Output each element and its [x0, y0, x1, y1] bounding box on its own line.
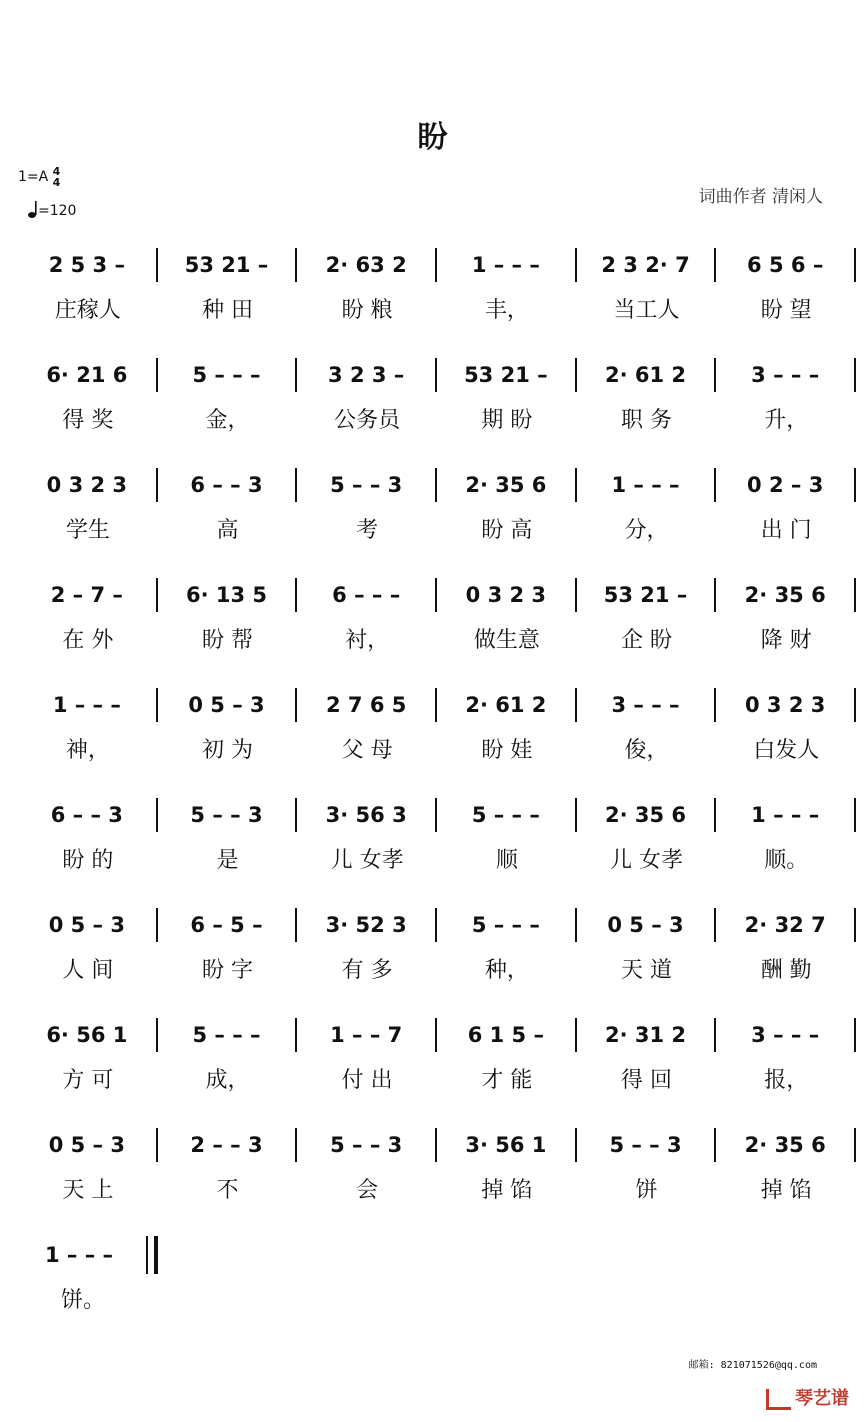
tempo-marking — [28, 200, 76, 219]
lyrics-row — [18, 733, 856, 773]
measure: 0 3 2 3 — [465, 583, 547, 607]
lyric-text: 父 母 — [341, 738, 393, 763]
barline — [854, 578, 856, 612]
measure: 2· 35 6 — [744, 1133, 826, 1157]
lyric-text: 儿 女孝 — [330, 848, 404, 873]
measure: 5 – – – — [192, 1023, 261, 1047]
logo-mark-icon — [766, 1389, 791, 1410]
lyric-text: 成， — [205, 1068, 250, 1093]
measure: 2· 31 2 — [605, 1023, 687, 1047]
lyric-text: 盼 字 — [202, 958, 253, 983]
notes-row — [18, 685, 856, 725]
measure: 2· 35 6 — [465, 473, 547, 497]
measure: 0 3 2 3 — [745, 693, 826, 717]
measure: 0 5 – 3 — [48, 913, 125, 937]
measure: 3 – – – — [611, 693, 680, 717]
measure: 5 – – – — [192, 363, 261, 387]
lyric-text: 盼 的 — [62, 848, 114, 873]
lyric-text: 才 能 — [481, 1068, 533, 1093]
lyric-text: 初 为 — [202, 738, 253, 763]
lyric-text: 种 田 — [202, 298, 253, 323]
barline — [854, 468, 856, 502]
lyrics-row — [18, 293, 856, 333]
measure: 3 2 3 – — [328, 363, 405, 387]
notes-row — [18, 1125, 856, 1165]
measure: 6· 56 1 — [46, 1023, 128, 1047]
lyrics-row — [18, 513, 856, 553]
staff-system — [18, 575, 856, 675]
barline — [854, 358, 856, 392]
measure: 0 5 – 3 — [607, 913, 684, 937]
lyrics-row — [18, 1283, 148, 1323]
staff-system — [18, 685, 856, 785]
staff-system — [18, 1235, 856, 1335]
lyric-text: 儿 女孝 — [610, 848, 684, 873]
staff-system — [18, 905, 856, 1005]
lyric-text: 顺。 — [764, 848, 809, 873]
quarter-note-icon — [28, 200, 38, 218]
measure: 0 3 2 3 — [46, 473, 128, 497]
measure: 5 – – – — [471, 803, 540, 827]
lyric-text: 分， — [624, 518, 669, 543]
measure: 6 5 6 – — [747, 253, 824, 277]
lyric-text: 有 多 — [341, 958, 393, 983]
lyric-text: 饼 — [635, 1178, 658, 1203]
staff-system — [18, 355, 856, 455]
time-top: 4 — [52, 165, 61, 178]
lyric-text: 俊， — [624, 738, 669, 763]
notes-row — [18, 575, 856, 615]
measure: 6 – – – — [332, 583, 401, 607]
measure: 5 – – – — [471, 913, 540, 937]
measure: 5 – – 3 — [609, 1133, 682, 1157]
measure: 6 – 5 – — [190, 913, 263, 937]
barline — [854, 1018, 856, 1052]
measure: 6 – – 3 — [190, 473, 263, 497]
lyric-text: 顺 — [495, 848, 518, 873]
lyric-text: 盼 娃 — [481, 738, 533, 763]
lyrics-row — [18, 843, 856, 883]
measure: 3· 56 3 — [325, 803, 407, 827]
staff-system — [18, 245, 856, 345]
measure: 5 – – 3 — [330, 1133, 403, 1157]
lyric-text: 做生意 — [473, 628, 540, 653]
measure: 1 – – – — [471, 253, 540, 277]
staff-system — [18, 465, 856, 565]
notes-row — [18, 795, 856, 835]
staff-system — [18, 795, 856, 895]
lyrics-row — [18, 403, 856, 443]
lyric-text: 得 回 — [621, 1068, 673, 1093]
lyric-text: 企 盼 — [621, 628, 673, 653]
measure: 1 – – – — [751, 803, 820, 827]
staff-system — [18, 1125, 856, 1225]
measure: 0 5 – 3 — [188, 693, 265, 717]
measure: 3 – – – — [751, 1023, 820, 1047]
lyric-text: 丰， — [484, 298, 529, 323]
lyric-text: 方 可 — [62, 1068, 114, 1093]
site-logo — [766, 1384, 849, 1410]
lyric-text: 酬 勤 — [760, 958, 812, 983]
lyric-text: 盼 望 — [760, 298, 812, 323]
lyric-text: 在 外 — [62, 628, 114, 653]
lyric-text: 金， — [205, 408, 250, 433]
lyric-text: 饼。 — [60, 1288, 105, 1313]
measure: 1 – – – — [611, 473, 680, 497]
measure: 2 7 6 5 — [325, 693, 407, 717]
measure: 2 3 2· 7 — [601, 253, 690, 277]
measure: 2· 63 2 — [325, 253, 407, 277]
final-barline — [146, 1236, 158, 1274]
measure: 2· 35 6 — [744, 583, 826, 607]
measure: 1 – – – — [52, 693, 121, 717]
key-label: 1=A — [18, 169, 49, 185]
lyric-text: 考 — [356, 518, 379, 543]
notes-row — [18, 1235, 158, 1275]
lyric-text: 期 盼 — [481, 408, 533, 433]
measure: 2· 32 7 — [744, 913, 826, 937]
measure: 5 – – 3 — [190, 803, 263, 827]
lyric-text: 衬， — [345, 628, 390, 653]
barline — [854, 798, 856, 832]
barline — [854, 688, 856, 722]
measure: 2 5 3 – — [48, 253, 125, 277]
notes-row — [18, 245, 856, 285]
footer-email: 邮箱: 821071526@qq.com — [688, 1360, 817, 1371]
lyric-text: 得 奖 — [62, 408, 114, 433]
lyric-text: 天 道 — [621, 958, 673, 983]
measure: 2 – 7 – — [50, 583, 123, 607]
measure: 3 – – – — [751, 363, 820, 387]
lyric-text: 盼 帮 — [202, 628, 253, 653]
measure: 2· 61 2 — [605, 363, 687, 387]
notes-row — [18, 355, 856, 395]
lyric-text: 庄稼人 — [54, 298, 121, 323]
measure: 2 – – 3 — [190, 1133, 263, 1157]
song-title: 盼 — [417, 120, 448, 155]
time-bottom: 4 — [52, 176, 61, 189]
lyric-text: 白发人 — [753, 738, 820, 763]
measure: 0 5 – 3 — [48, 1133, 125, 1157]
notes-row — [18, 1015, 856, 1055]
measure: 1 – – 7 — [330, 1023, 403, 1047]
lyric-text: 盼 粮 — [341, 298, 393, 323]
measure: 3· 52 3 — [325, 913, 407, 937]
measure: 5 – – 3 — [330, 473, 403, 497]
lyric-text: 职 务 — [621, 408, 673, 433]
measure: 3· 56 1 — [465, 1133, 547, 1157]
lyrics-row — [18, 1173, 856, 1213]
staff-system — [18, 1015, 856, 1115]
measure: 2· 35 6 — [605, 803, 687, 827]
lyric-text: 公务员 — [334, 408, 401, 433]
lyric-text: 降 财 — [760, 628, 812, 653]
notes-row — [18, 465, 856, 505]
barline — [854, 1128, 856, 1162]
key-signature — [18, 166, 60, 188]
measure: 6 1 5 – — [467, 1023, 544, 1047]
lyric-text: 当工人 — [613, 298, 680, 323]
lyric-text: 出 门 — [760, 518, 812, 543]
lyric-text: 会 — [356, 1178, 379, 1203]
lyric-text: 盼 高 — [481, 518, 533, 543]
measure: 53 21 – — [184, 253, 269, 277]
measure: 6 – – 3 — [50, 803, 123, 827]
lyric-text: 掉 馅 — [481, 1178, 533, 1203]
author-credit: 词曲作者 清闲人 — [698, 187, 823, 207]
measure: 2· 61 2 — [465, 693, 547, 717]
lyric-text: 高 — [216, 518, 239, 543]
lyric-text: 学生 — [65, 518, 110, 543]
lyric-text: 是 — [216, 848, 239, 873]
tempo-value: =120 — [38, 203, 77, 219]
lyric-text: 掉 馅 — [760, 1178, 812, 1203]
lyric-text: 不 — [216, 1178, 239, 1203]
measure: 53 21 – — [464, 363, 548, 387]
lyric-text: 升， — [764, 408, 809, 433]
lyric-text: 报， — [764, 1068, 809, 1093]
measure: 53 21 – — [603, 583, 688, 607]
barline — [854, 248, 856, 282]
lyrics-row — [18, 623, 856, 663]
lyric-text: 付 出 — [341, 1068, 393, 1093]
lyrics-row — [18, 1063, 856, 1103]
measure: 1 – – – — [44, 1243, 114, 1267]
measure: 6· 21 6 — [46, 363, 128, 387]
barline — [854, 908, 856, 942]
lyrics-row — [18, 953, 856, 993]
lyric-text: 神， — [65, 738, 110, 763]
lyric-text: 种， — [484, 958, 529, 983]
lyric-text: 天 上 — [62, 1178, 114, 1203]
measure: 0 2 – 3 — [747, 473, 824, 497]
measure: 6· 13 5 — [185, 583, 268, 607]
notes-row — [18, 905, 856, 945]
logo-text: 琴艺谱 — [795, 1388, 849, 1409]
time-signature — [53, 166, 61, 188]
lyric-text: 人 间 — [62, 958, 114, 983]
